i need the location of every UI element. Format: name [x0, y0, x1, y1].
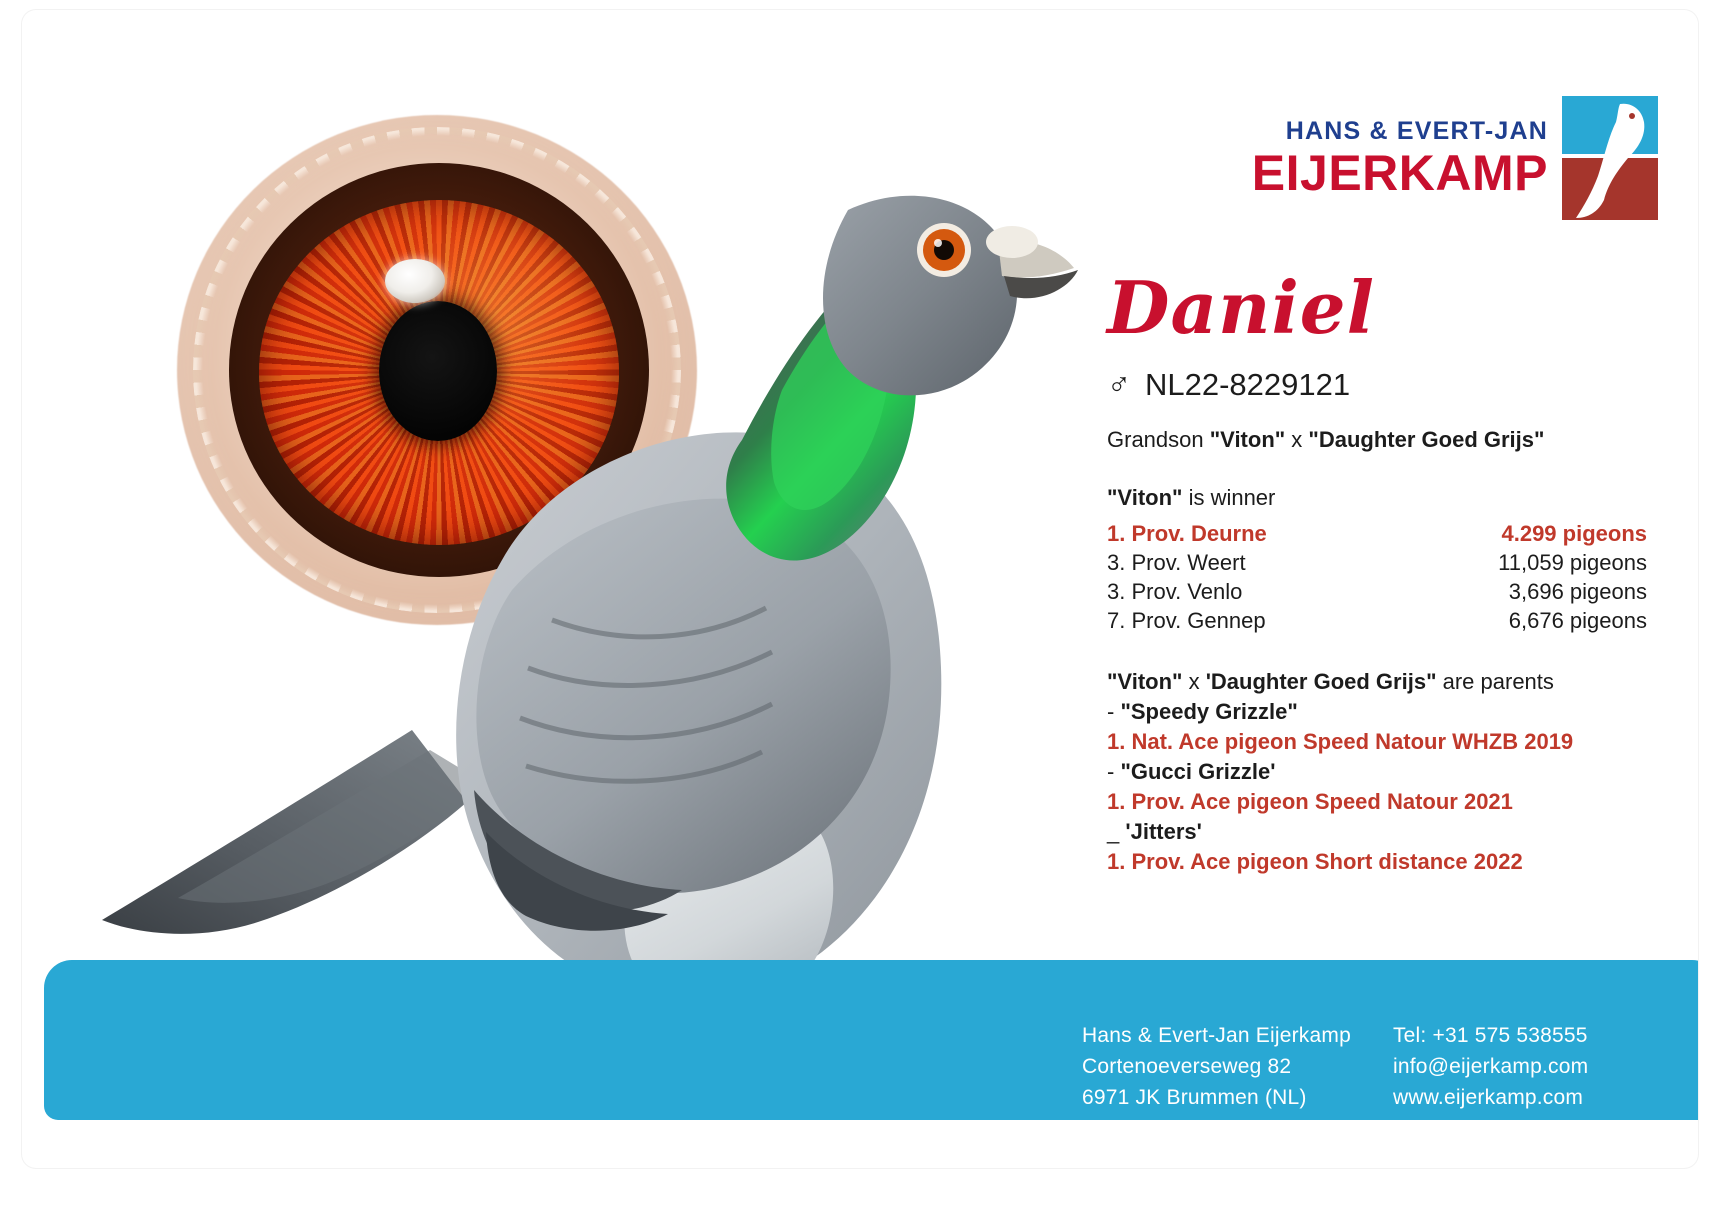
bird-ring-number: NL22-8229121	[1145, 366, 1351, 402]
parents-heading-rest: are parents	[1436, 669, 1554, 694]
child-entry	[1107, 817, 1698, 847]
child-name: "Speedy Grizzle"	[1120, 699, 1298, 724]
child-dash: _	[1107, 819, 1126, 844]
child-achievement: 1. Prov. Ace pigeon Speed Natour 2021	[1107, 789, 1513, 814]
child-achievement: 1. Prov. Ace pigeon Short distance 2022	[1107, 849, 1523, 874]
pedigree-x: x	[1285, 427, 1309, 452]
bird-info-block	[1107, 265, 1698, 877]
footer-website[interactable]: www.eijerkamp.com	[1392, 1086, 1584, 1109]
footer-address-line-2: Cortenoeverseweg 82	[1082, 1055, 1292, 1078]
sex-symbol-icon: ♂	[1107, 366, 1131, 402]
table-row	[1107, 519, 1647, 548]
child-entry	[1107, 697, 1698, 727]
child-dash: -	[1107, 699, 1121, 724]
footer-contact-block	[1082, 1020, 1588, 1113]
winner-results-list	[1107, 519, 1647, 635]
result-place: 3. Prov. Venlo	[1107, 579, 1243, 604]
parents-heading-dam: 'Daughter Goed Grijs"	[1205, 669, 1437, 694]
winner-heading	[1107, 485, 1698, 511]
brand-logo-top-line: HANS & EVERT-JAN	[1285, 116, 1548, 145]
parents-block	[1107, 667, 1698, 877]
pedigree-card	[22, 10, 1698, 1168]
footer-address-line-1: Hans & Evert-Jan Eijerkamp	[1082, 1024, 1351, 1047]
footer-address-line-3: 6971 JK Brummen (NL)	[1082, 1086, 1307, 1109]
bird-ring-line	[1107, 366, 1698, 403]
footer-address	[1082, 1020, 1351, 1113]
winner-heading-bold: "Viton"	[1107, 485, 1183, 510]
result-pigeons: 3,696 pigeons	[1508, 579, 1647, 604]
parents-heading-sire: "Viton"	[1107, 669, 1183, 694]
pedigree-prefix: Grandson	[1107, 427, 1210, 452]
child-name: 'Jitters'	[1125, 819, 1202, 844]
child-entry	[1107, 757, 1698, 787]
table-row	[1107, 606, 1647, 635]
pedigree-dam: "Daughter Goed Grijs"	[1308, 427, 1545, 452]
footer-phone: Tel: +31 575 538555	[1392, 1024, 1588, 1047]
result-pigeons: 4.299 pigeons	[1501, 521, 1647, 546]
table-row	[1107, 548, 1647, 577]
pedigree-sire: "Viton"	[1209, 427, 1286, 452]
bird-name: Daniel	[1107, 265, 1375, 350]
pigeon-logo-mark-icon	[1558, 92, 1662, 224]
pigeon-photo	[82, 90, 1092, 1080]
result-place: 7. Prov. Gennep	[1107, 608, 1266, 633]
footer-email[interactable]: info@eijerkamp.com	[1392, 1055, 1589, 1078]
result-pigeons: 11,059 pigeons	[1498, 550, 1647, 575]
brand-logo-bottom-line: EIJERKAMP	[1251, 144, 1548, 201]
result-place: 3. Prov. Weert	[1107, 550, 1246, 575]
child-dash: -	[1107, 759, 1121, 784]
result-pigeons: 6,676 pigeons	[1508, 608, 1647, 633]
parents-heading-mid: x	[1182, 669, 1206, 694]
winner-heading-rest: is winner	[1182, 485, 1276, 510]
brand-logo-text	[1251, 116, 1548, 201]
table-row	[1107, 577, 1647, 606]
result-place: 1. Prov. Deurne	[1107, 521, 1267, 546]
brand-logo[interactable]	[1252, 92, 1662, 224]
parents-heading	[1107, 667, 1698, 697]
child-achievement: 1. Nat. Ace pigeon Speed Natour WHZB 2019	[1107, 729, 1574, 754]
footer-contact	[1393, 1020, 1588, 1113]
bird-pedigree-line	[1107, 425, 1698, 455]
child-name: "Gucci Grizzle'	[1120, 759, 1276, 784]
